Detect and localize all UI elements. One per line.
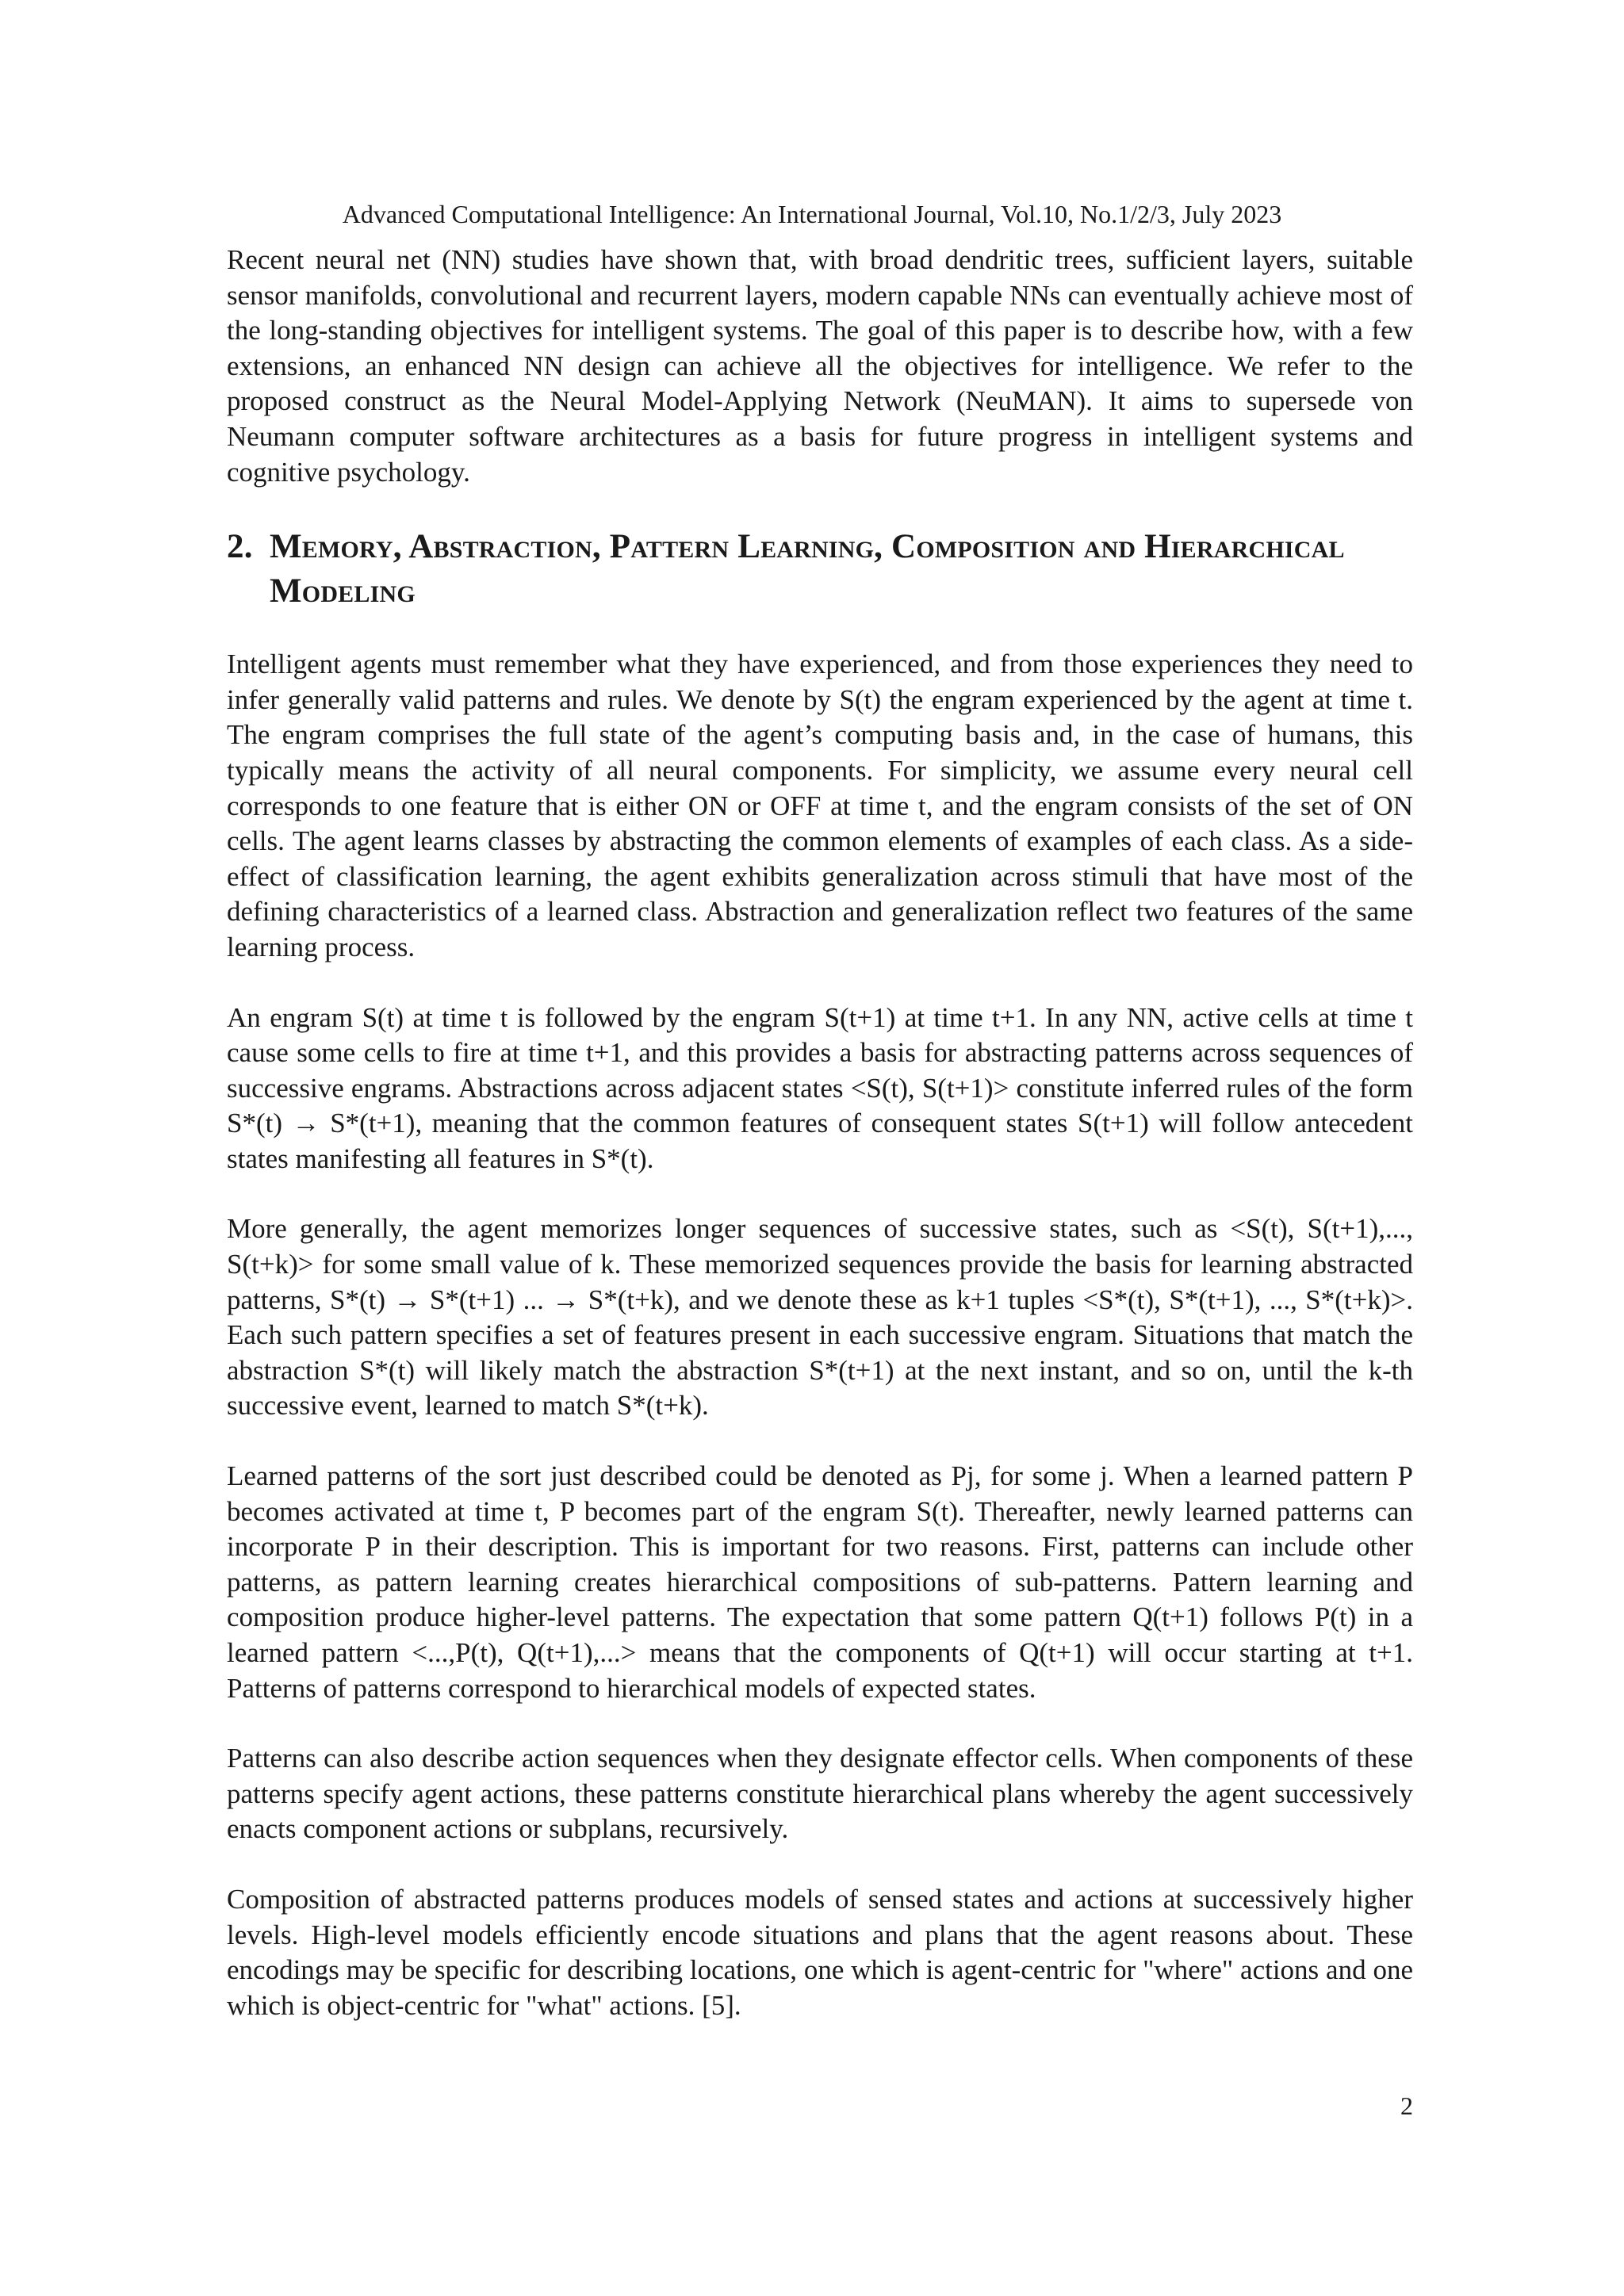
- section-title: Memory, Abstraction, Pattern Learning, Composition and Hierarchical Modeling: [270, 528, 1345, 610]
- running-header: Advanced Computational Intelligence: An International Journal, Vol.10, No.1/2/3, July 2023: [342, 200, 1282, 228]
- body-paragraph: An engram S(t) at time t is followed by the engram S(t+1) at time t+1. In any NN, active cells at time t cause some cells to fire at time t+1, and this provides a basis for abstracting patterns across sequences of successive engrams. Abstractions across adjacent states <S(t), S(t+1)> constitute inferred rules of the form S*(t) → S*(t+1), meaning that the common features of consequent states S(t+1) will follow antecedent states manifesting all features in S*(t).: [227, 1001, 1413, 1174]
- intro-paragraph: Recent neural net (NN) studies have shown that, with broad dendritic trees, sufficient layers, suitable sensor manifolds, convolutional and recurrent layers, modern capable NNs can eventually achieve most of the long-standing objectives for intelligent systems. The goal of this paper is to describe how, with a few extensions, an enhanced NN design can achieve all the objectives for intelligence. We refer to the proposed construct as the Neural Model-Applying Network (NeuMAN). It aims to supersede von Neumann computer software architectures as a basis for future progress in intelligent systems and cognitive psychology.: [227, 244, 1413, 488]
- body-paragraph: Learned patterns of the sort just described could be denoted as Pj, for some j. When a learned pattern P becomes activated at time t, P becomes part of the engram S(t). Thereafter, newly learned patterns can incorporate P in their description. This is important for two reasons. First, patterns can include other patterns, as pattern learning creates hierarchical compositions of sub-patterns. Pattern learning and composition produce higher-level patterns. The expectation that some pattern Q(t+1) follows P(t) in a learned pattern <...,P(t), Q(t+1),...> means that the components of Q(t+1) will occur starting at t+1. Patterns of patterns correspond to hierarchical models of expected states.: [227, 1460, 1413, 1704]
- body-paragraph: More generally, the agent memorizes longer sequences of successive states, such as <S(t), S(t+1),..., S(t+k)> for some small value of k. These memorized sequences provide the basis for learning abstracted patterns, S*(t) → S*(t+1) ... → S*(t+k), and we denote these as k+1 tuples <S*(t), S*(t+1), ..., S*(t+k)>. Each such pattern specifies a set of features present in each successive engram. Situations that match the abstraction S*(t) will likely match the abstraction S*(t+1) at the next instant, and so on, until the k-th successive event, learned to match S*(t+k).: [227, 1213, 1413, 1422]
- body-paragraph: Composition of abstracted patterns produces models of sensed states and actions at successively higher levels. High-level models efficiently encode situations and plans that the agent reasons about. These encodings may be specific for describing locations, one which is agent-centric for "where" actions and one which is object-centric for "what" actions. [5].: [227, 1883, 1413, 2021]
- section-heading: [227, 525, 1413, 614]
- page-body: [227, 243, 1413, 2058]
- section-number: 2.: [227, 528, 253, 566]
- body-paragraph: Patterns can also describe action sequences when they designate effector cells. When components of these patterns specify agent actions, these patterns constitute hierarchical plans whereby the agent successively enacts component actions or subplans, recursively.: [227, 1743, 1413, 1845]
- page-number: 2: [1400, 2091, 1413, 2120]
- body-paragraph: Intelligent agents must remember what they have experienced, and from those experiences they need to infer generally valid patterns and rules. We denote by S(t) the engram experienced by the agent at time t. The engram comprises the full state of the agent’s computing basis and, in the case of humans, this typically means the activity of all neural components. For simplicity, we assume every neural cell corresponds to one feature that is either ON or OFF at time t, and the engram consists of the set of ON cells. The agent learns classes by abstracting the common elements of examples of each class. As a side-effect of classification learning, the agent exhibits generalization across stimuli that have most of the defining characteristics of a learned class. Abstraction and generalization reflect two features of the same learning process.: [227, 649, 1413, 962]
